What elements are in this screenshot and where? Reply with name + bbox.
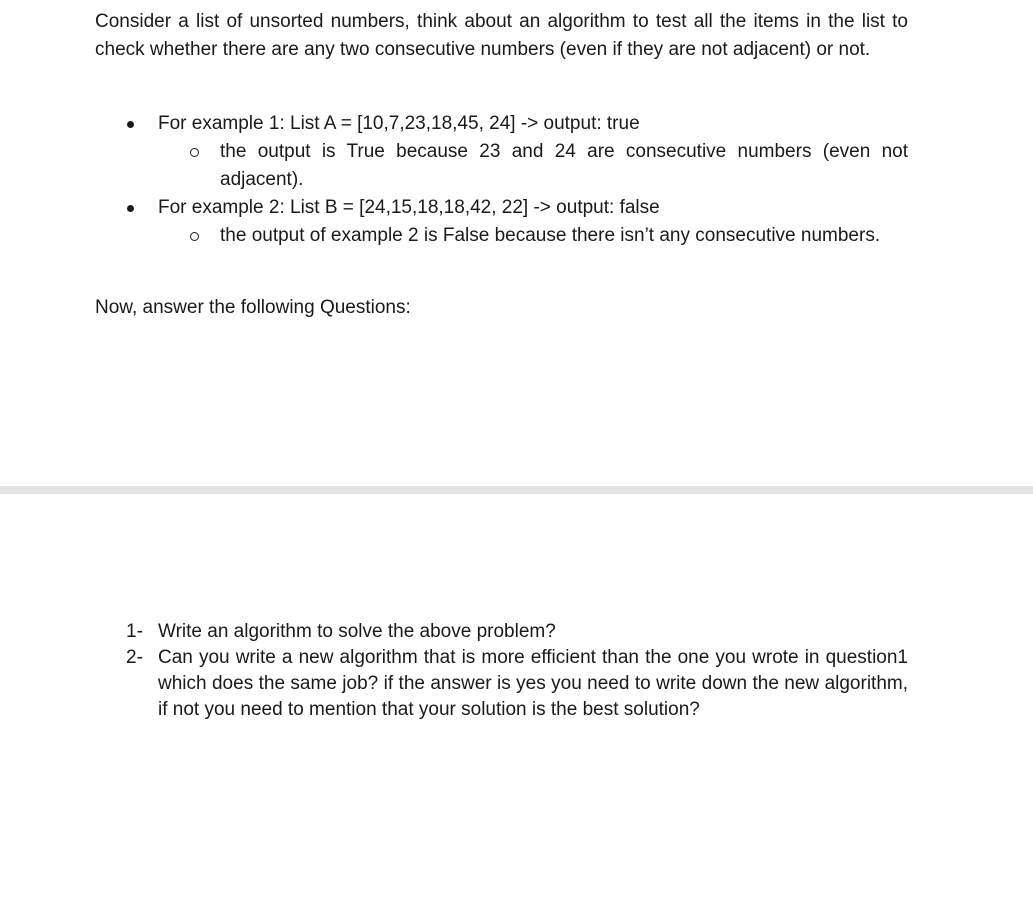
example-1-detail-text: the output is True because 23 and 24 are consecutive numbers (even not adjacent).	[220, 141, 908, 190]
page-separator	[0, 486, 1033, 494]
hollow-bullet-icon	[190, 232, 199, 241]
bullet-icon	[127, 205, 134, 212]
example-1-label: For example 1: List A = [10,7,23,18,45, 24] -> output: true	[158, 113, 640, 134]
problem-statement: Consider a list of unsorted numbers, think about an algorithm to test all the items in the list to check whether there are any two consecutive numbers (even if they are not adjacent) or not.	[95, 11, 908, 60]
example-2-label: For example 2: List B = [24,15,18,18,42, 22] -> output: false	[158, 197, 660, 218]
question-1-text: Write an algorithm to solve the above problem?	[158, 621, 556, 642]
question-2-text: Can you write a new algorithm that is more efficient than the one you wrote in question1 which does the same job? if the answer is yes you need to write down the new algorithm, if not you need to mention that your solution is the best solution?	[158, 647, 908, 720]
hollow-bullet-icon	[190, 148, 199, 157]
questions-prompt: Now, answer the following Questions:	[95, 297, 411, 318]
bullet-icon	[127, 121, 134, 128]
question-2-number: 2-	[126, 647, 143, 668]
example-2-detail-text: the output of example 2 is False because there isn’t any consecutive numbers.	[220, 225, 881, 246]
question-1-number: 1-	[126, 621, 143, 642]
